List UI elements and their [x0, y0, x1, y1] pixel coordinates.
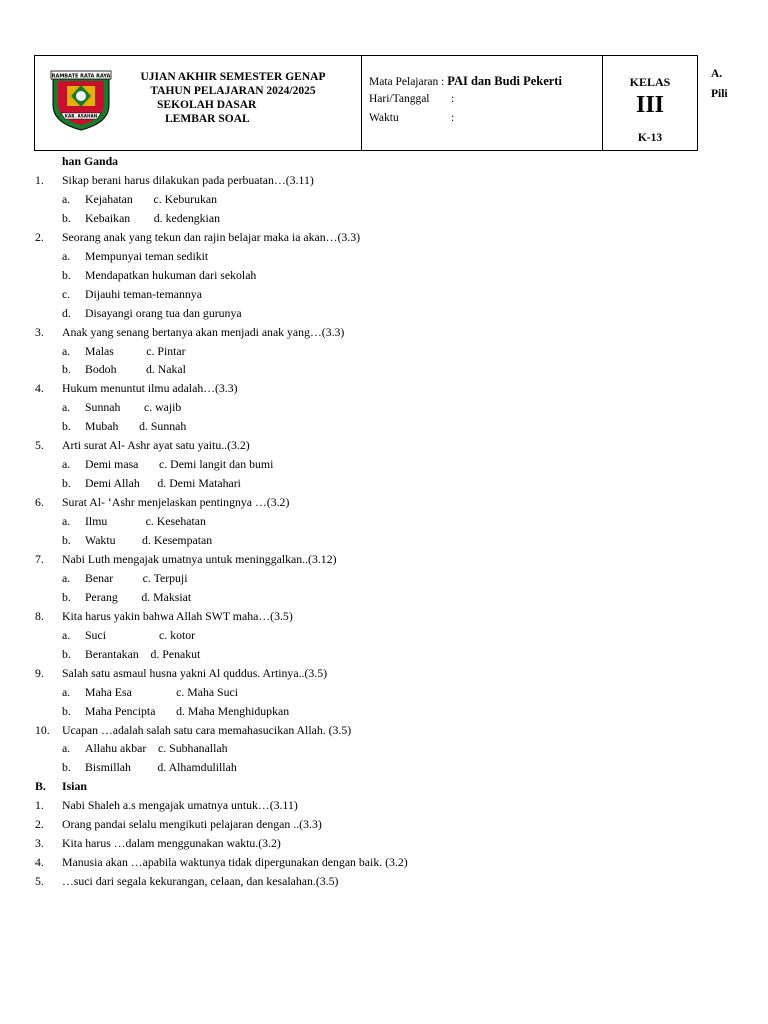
option-text: Ilmu c. Kesehatan — [85, 514, 206, 529]
option-text: Maha Pencipta d. Maha Menghidupkan — [85, 703, 290, 718]
subject-row — [369, 74, 562, 89]
fill-in-text: Manusia akan …apabila waktunya tidak dipergunakan dengan baik. (3.2) — [62, 855, 408, 870]
sheet-type: LEMBAR SOAL — [165, 113, 250, 125]
question-text: Anak yang senang bertanya akan menjadi anak yang…(3.3) — [62, 324, 345, 339]
option-text: Malas c. Pintar — [85, 343, 186, 358]
question-number: 5. — [35, 438, 44, 453]
option-text: Mubah d. Sunnah — [85, 419, 187, 434]
fill-in-text: …suci dari segala kekurangan, celaan, dan kesalahan.(3.5) — [62, 874, 339, 889]
option-text: Suci c. kotor — [85, 627, 196, 642]
fill-in-number: 3. — [35, 836, 44, 851]
option-text: Allahu akbar c. Subhanallah — [85, 741, 228, 756]
option-letter: b. — [62, 646, 71, 661]
option-text: Perang d. Maksiat — [85, 589, 192, 604]
question-text: Ucapan …adalah salah satu cara memahasucikan Allah. (3.5) — [62, 722, 352, 737]
question-text: Seorang anak yang tekun dan rajin belajar maka ia akan…(3.3) — [62, 229, 361, 244]
option-letter: b. — [62, 419, 71, 434]
option-text: Kejahatan c. Keburukan — [85, 191, 218, 206]
option-text: Benar c. Terpuji — [85, 570, 188, 585]
question-number: 7. — [35, 551, 44, 566]
option-text: Sunnah c. wajib — [85, 400, 182, 415]
option-letter: a. — [62, 457, 71, 472]
date-row — [369, 93, 454, 105]
option-letter: a. — [62, 343, 71, 358]
section-a-label: A. — [711, 68, 723, 80]
fill-in-number: 4. — [35, 855, 44, 870]
fill-in-text: Nabi Shaleh a.s mengajak umatnya untuk…(3.11) — [62, 798, 298, 813]
section-b-label: B. — [35, 779, 46, 794]
option-text: Dijauhi teman-temannya — [85, 286, 202, 301]
option-text: Berantakan d. Penakut — [85, 646, 201, 661]
school-cell — [35, 56, 362, 150]
option-letter: b. — [62, 703, 71, 718]
question-number: 1. — [35, 172, 44, 187]
class-label: KELAS — [629, 75, 671, 89]
question-text: Nabi Luth mengajak umatnya untuk meninggalkan..(3.12) — [62, 551, 337, 566]
option-text: Bodoh d. Nakal — [85, 362, 186, 377]
section-b-title: Isian — [62, 779, 87, 794]
subject-value: PAI dan Budi Pekerti — [447, 74, 562, 88]
section-a-title-fragment: Pili — [711, 88, 728, 100]
option-letter: a. — [62, 627, 71, 642]
option-text: Waktu d. Kesempatan — [85, 533, 213, 547]
option-text: Demi masa c. Demi langit dan bumi — [85, 457, 274, 472]
regency-logo-icon — [49, 69, 113, 131]
question-number: 3. — [35, 324, 44, 339]
option-letter: a. — [62, 741, 71, 756]
option-letter: a. — [62, 514, 71, 529]
fill-in-text: Kita harus …dalam menggunakan waktu.(3.2) — [62, 836, 281, 851]
option-letter: b. — [62, 210, 71, 225]
question-text: Hukum menuntut ilmu adalah…(3.3) — [62, 381, 238, 396]
logo-banner-text: RAMBATE RATA RAYA — [51, 73, 111, 80]
subject-label: Mata Pelajaran : — [369, 76, 445, 88]
logo-ribbon-text: KAB. ASAHAN — [64, 113, 98, 119]
header-table — [34, 55, 698, 151]
option-text: Maha Esa c. Maha Suci — [85, 684, 238, 699]
fill-in-number: 2. — [35, 817, 44, 832]
question-number: 2. — [35, 229, 44, 244]
option-text: Demi Allah d. Demi Matahari — [85, 476, 241, 491]
option-letter: a. — [62, 248, 71, 263]
time-colon: : — [451, 112, 455, 124]
option-letter: b. — [62, 533, 71, 547]
time-label: Waktu — [369, 112, 399, 124]
question-text: Sikap berani harus dilakukan pada perbuatan…(3.11) — [62, 172, 314, 187]
question-text: Surat Al- ‘Ashr menjelaskan pentingnya …(3.2) — [62, 495, 290, 510]
option-letter: b. — [62, 476, 71, 491]
class-value: III — [635, 92, 665, 118]
option-text: Mendapatkan hukuman dari sekolah — [85, 267, 257, 282]
question-text: Salah satu asmaul husna yakni Al quddus. Artinya..(3.5) — [62, 665, 328, 680]
school-level: SEKOLAH DASAR — [157, 99, 257, 111]
option-letter: a. — [62, 191, 71, 206]
date-label: Hari/Tanggal — [369, 93, 430, 105]
option-letter: a. — [62, 400, 71, 415]
exam-title: UJIAN AKHIR SEMESTER GENAP — [140, 71, 326, 83]
option-letter: a. — [62, 570, 71, 585]
fill-in-number: 1. — [35, 798, 44, 813]
time-row — [369, 112, 454, 124]
fill-in-number: 5. — [35, 874, 44, 889]
option-text: Bismillah d. Alhamdulillah — [85, 760, 237, 775]
option-letter: d. — [62, 305, 71, 320]
option-letter: a. — [62, 684, 71, 699]
question-number: 6. — [35, 495, 44, 510]
question-text: Kita harus yakin bahwa Allah SWT maha…(3.5) — [62, 608, 293, 623]
question-number: 8. — [35, 608, 44, 623]
question-number: 10. — [35, 722, 50, 737]
subject-cell — [362, 56, 603, 150]
option-letter: b. — [62, 589, 71, 604]
curriculum-code: K-13 — [637, 132, 663, 144]
academic-year: TAHUN PELAJARAN 2024/2025 — [150, 85, 316, 97]
option-text: Kebaikan d. kedengkian — [85, 210, 220, 225]
section-a-title-continuation: han Ganda — [62, 154, 119, 168]
question-number: 9. — [35, 665, 44, 680]
option-letter: b. — [62, 760, 71, 775]
question-text: Arti surat Al- Ashr ayat satu yaitu..(3.2) — [62, 438, 250, 453]
fill-in-text: Orang pandai selalu mengikuti pelajaran dengan ..(3.3) — [62, 817, 322, 832]
option-text: Mempunyai teman sedikit — [85, 248, 209, 263]
option-letter: b. — [62, 362, 71, 377]
school-title — [117, 70, 349, 126]
option-text: Disayangi orang tua dan gurunya — [85, 305, 242, 320]
option-letter: c. — [62, 286, 71, 301]
option-letter: b. — [62, 267, 71, 282]
question-number: 4. — [35, 381, 44, 396]
class-cell — [603, 56, 697, 150]
date-colon: : — [451, 93, 455, 105]
